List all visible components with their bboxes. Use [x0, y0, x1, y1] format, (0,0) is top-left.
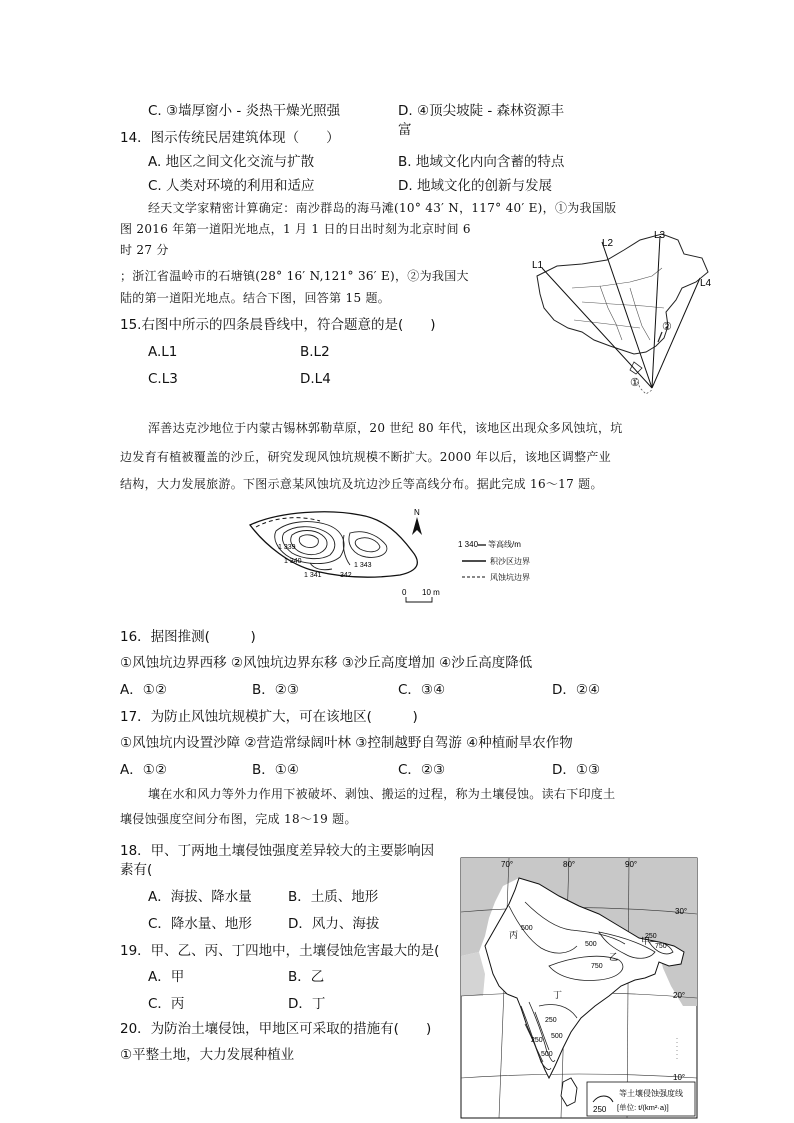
label-l1: L1	[532, 260, 544, 271]
q18-option-d: D．风力、海拔	[288, 916, 380, 932]
q15-option-d: D.L4	[300, 371, 331, 387]
label-l2: L2	[602, 238, 614, 249]
q15-option-c: C.L3	[148, 371, 178, 387]
terminator-l4	[652, 278, 700, 388]
q19-stem: 19．甲、乙、丙、丁四地中，土壤侵蚀危害最大的是(	[120, 943, 440, 959]
north-arrow-icon	[412, 517, 422, 535]
q17-items: ①风蚀坑内设置沙障 ②营造常绿阔叶林 ③控制越野自驾游 ④种植耐旱农作物	[120, 735, 573, 751]
north-label: N	[414, 508, 420, 517]
legend-contour-label: 等高线/m	[488, 540, 521, 549]
q20-item1: ①平整土地，大力发展种植业	[120, 1047, 295, 1063]
contour-1343: 1 343	[354, 562, 372, 569]
q16-option-d: D．②④	[552, 682, 601, 698]
q19-option-c: C．丙	[148, 996, 185, 1012]
q16-option-c: C．③④	[398, 682, 446, 698]
iso-500-d: 500	[541, 1051, 553, 1058]
india-soil-erosion-map	[459, 856, 699, 1120]
passage16-line2: 边发育有植被覆盖的沙丘，研究发现风蚀坑规模不断扩大。2000 年以后，该地区调整产业	[120, 450, 611, 464]
legend-contour-value: 1 340	[458, 540, 479, 549]
q19-option-d: D．丁	[288, 996, 326, 1012]
passage15-line1: 经天文学家精密计算确定：南沙群岛的海马滩(10° 43′ N，117° 40′ E)，①为我国版	[148, 201, 617, 215]
q15-stem: 15.右图中所示的四条晨昏线中，符合题意的是( )	[120, 317, 436, 333]
iso-250-a: 250	[645, 933, 657, 940]
lon-70: 70°	[501, 860, 514, 869]
contour-342: 342	[340, 572, 352, 579]
q15-option-a: A.L1	[148, 344, 178, 360]
passage16-line3: 结构，大力发展旅游。下图示意某风蚀坑及坑边沙丘等高线分布。据此完成 16～17 题。	[120, 477, 603, 491]
terminator-l1	[542, 268, 652, 388]
q16-option-a: A．①②	[120, 682, 167, 698]
passage15-line4: ；浙江省温岭市的石塘镇(28° 16′ N,121° 36′ E)，②为我国大	[120, 269, 469, 283]
q13-option-d-cont: 富	[398, 122, 412, 138]
lat-30: 30°	[675, 907, 688, 916]
q20-stem: 20．为防治土壤侵蚀，甲地区可采取的措施有( )	[120, 1021, 432, 1037]
iso-250-b: 250	[545, 1017, 557, 1024]
q17-option-b: B．①④	[252, 762, 299, 778]
passage18-line2: 壤侵蚀强度空间分布图，完成 18～19 题。	[120, 812, 357, 826]
q14-option-d: D. 地域文化的创新与发展	[398, 178, 552, 194]
label-ding: 丁	[553, 990, 563, 1000]
legend-title: 等土壤侵蚀强度线	[619, 1089, 683, 1098]
q15-option-b: B.L2	[300, 344, 330, 360]
q16-items: ①风蚀坑边界西移 ②风蚀坑边界东移 ③沙丘高度增加 ④沙丘高度降低	[120, 655, 533, 671]
q17-stem: 17．为防止风蚀坑规模扩大，可在该地区( )	[120, 709, 418, 725]
terminator-l2	[602, 242, 652, 388]
label-yi: 乙	[609, 952, 619, 962]
sand-boundary	[250, 512, 417, 577]
q18-stem-cont: 素有(	[120, 862, 153, 878]
label-l4: L4	[700, 278, 712, 289]
wind-erosion-pit-figure	[240, 505, 570, 605]
lat-10: 10°	[673, 1073, 686, 1082]
q18-stem: 18．甲、丁两地土壤侵蚀强度差异较大的主要影响因	[120, 843, 435, 859]
scale-zero: 0	[402, 588, 407, 597]
iso-250-c: 250	[531, 1037, 543, 1044]
iso-500-a: 500	[521, 925, 533, 932]
china-terminator-map	[512, 228, 727, 400]
q16-option-b: B．②③	[252, 682, 299, 698]
passage15-line5: 陆的第一道阳光地点。结合下图，回答第 15 题。	[120, 291, 391, 305]
passage18-line1: 壤在水和风力等外力作用下被破坏、剥蚀、搬运的过程，称为土壤侵蚀。读右下印度土	[148, 787, 616, 801]
terminator-l3	[652, 236, 660, 388]
q13-option-c: C. ③墙厚窗小 - 炎热干燥光照强	[148, 103, 341, 119]
point-1: ①	[630, 377, 640, 389]
lat-20: 20°	[673, 991, 686, 1000]
legend-pit-label: 风蚀坑边界	[490, 573, 530, 582]
iso-500-b: 500	[585, 941, 597, 948]
q14-option-b: B. 地域文化内向含蓄的特点	[398, 154, 565, 170]
q19-option-b: B．乙	[288, 969, 325, 985]
q19-option-a: A．甲	[148, 969, 185, 985]
contour-1340: 1 340	[284, 558, 302, 565]
q17-option-a: A．①②	[120, 762, 167, 778]
china-outline	[537, 234, 708, 354]
q17-option-c: C．②③	[398, 762, 446, 778]
lon-80: 80°	[563, 860, 576, 869]
contour-1339: 1 339	[278, 544, 296, 551]
q13-option-d: D. ④顶尖坡陡 - 森林资源丰	[398, 103, 565, 119]
passage15-line3: 时 27 分	[120, 243, 169, 257]
label-jia: 甲	[641, 936, 651, 946]
lon-90: 90°	[625, 860, 638, 869]
point-2: ②	[662, 321, 672, 333]
iso-750-b: 750	[655, 943, 667, 950]
passage15-line2: 图 2016 年第一道阳光地点，1 月 1 日的日出时刻为北京时间 6	[120, 222, 471, 236]
q14-option-a: A. 地区之间文化交流与扩散	[148, 154, 315, 170]
q18-option-b: B．土质、地形	[288, 889, 379, 905]
iso-500-c: 500	[551, 1033, 563, 1040]
legend-sand-label: 积沙区边界	[490, 557, 530, 566]
q17-option-d: D．①③	[552, 762, 601, 778]
q16-stem: 16．据图推测( )	[120, 629, 256, 645]
q14-stem: 14．图示传统民居建筑体现（ ）	[120, 130, 340, 146]
legend-value: 250	[593, 1105, 607, 1114]
scale-ten: 10 m	[422, 588, 440, 597]
label-l3: L3	[654, 230, 666, 241]
passage16-line1: 浑善达克沙地位于内蒙古锡林郭勒草原，20 世纪 80 年代，该地区出现众多风蚀坑，坑	[148, 421, 623, 435]
q14-option-c: C. 人类对环境的利用和适应	[148, 178, 315, 194]
q18-option-c: C．降水量、地形	[148, 916, 252, 932]
iso-750-a: 750	[591, 963, 603, 970]
legend-unit: [单位: t/(km²·a)]	[617, 1103, 669, 1112]
contour-1341: 1 341	[304, 572, 322, 579]
q18-option-a: A．海拔、降水量	[148, 889, 252, 905]
label-bing: 丙	[509, 930, 519, 940]
